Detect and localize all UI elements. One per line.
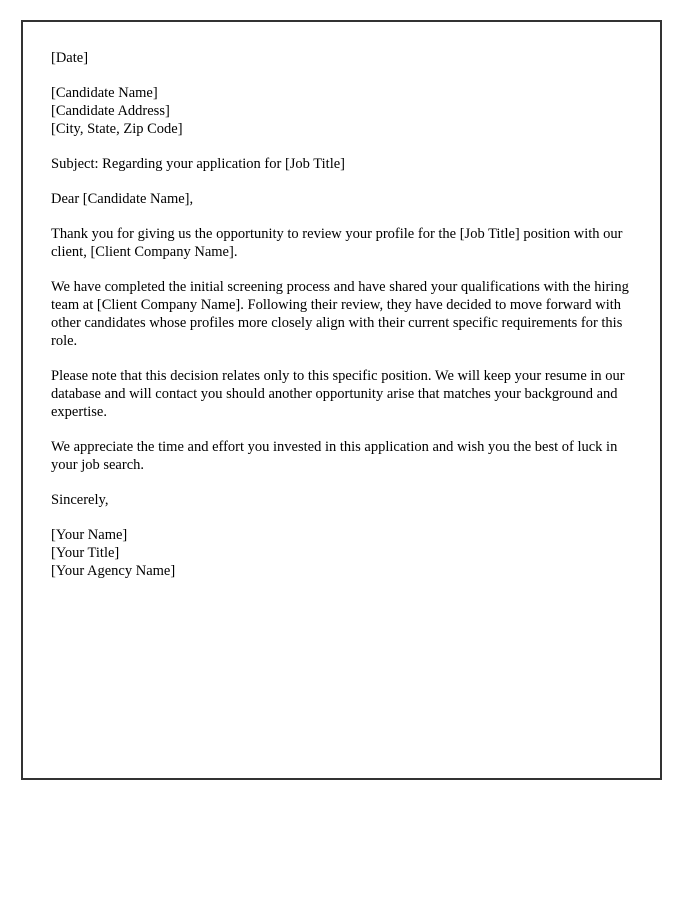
recipient-city-state-zip: [City, State, Zip Code] <box>51 121 183 137</box>
closing: Sincerely, <box>51 492 109 508</box>
date-line: [Date] <box>51 50 89 66</box>
paragraph-3: Please note that this decision relates only to this specific position. We will keep your resume in our database and will contact you should another opportunity arise that matches your background and expertise. <box>51 368 625 420</box>
signature-title: [Your Title] <box>51 545 120 561</box>
signature-name: [Your Name] <box>51 527 128 543</box>
signature-agency: [Your Agency Name] <box>51 563 176 579</box>
paragraph-2: We have completed the initial screening process and have shared your qualifications with the hiring team at [Client Company Name]. Following their review, they have decided to move forward with other candidates whose profiles more closely align with their current specific requirements for this role. <box>51 279 629 349</box>
signature-block <box>51 526 632 580</box>
date-block <box>51 49 632 67</box>
letter-content <box>23 22 660 624</box>
letter-page <box>21 20 662 780</box>
salutation: Dear [Candidate Name], <box>51 191 194 207</box>
paragraph-4: We appreciate the time and effort you invested in this application and wish you the best of luck in your job search. <box>51 439 618 473</box>
paragraph-1: Thank you for giving us the opportunity to review your profile for the [Job Title] position with our client, [Client Company Name]. <box>51 226 623 260</box>
recipient-block <box>51 84 632 138</box>
subject-line: Subject: Regarding your application for [Job Title] <box>51 156 345 172</box>
recipient-name: [Candidate Name] <box>51 85 158 101</box>
recipient-address: [Candidate Address] <box>51 103 170 119</box>
